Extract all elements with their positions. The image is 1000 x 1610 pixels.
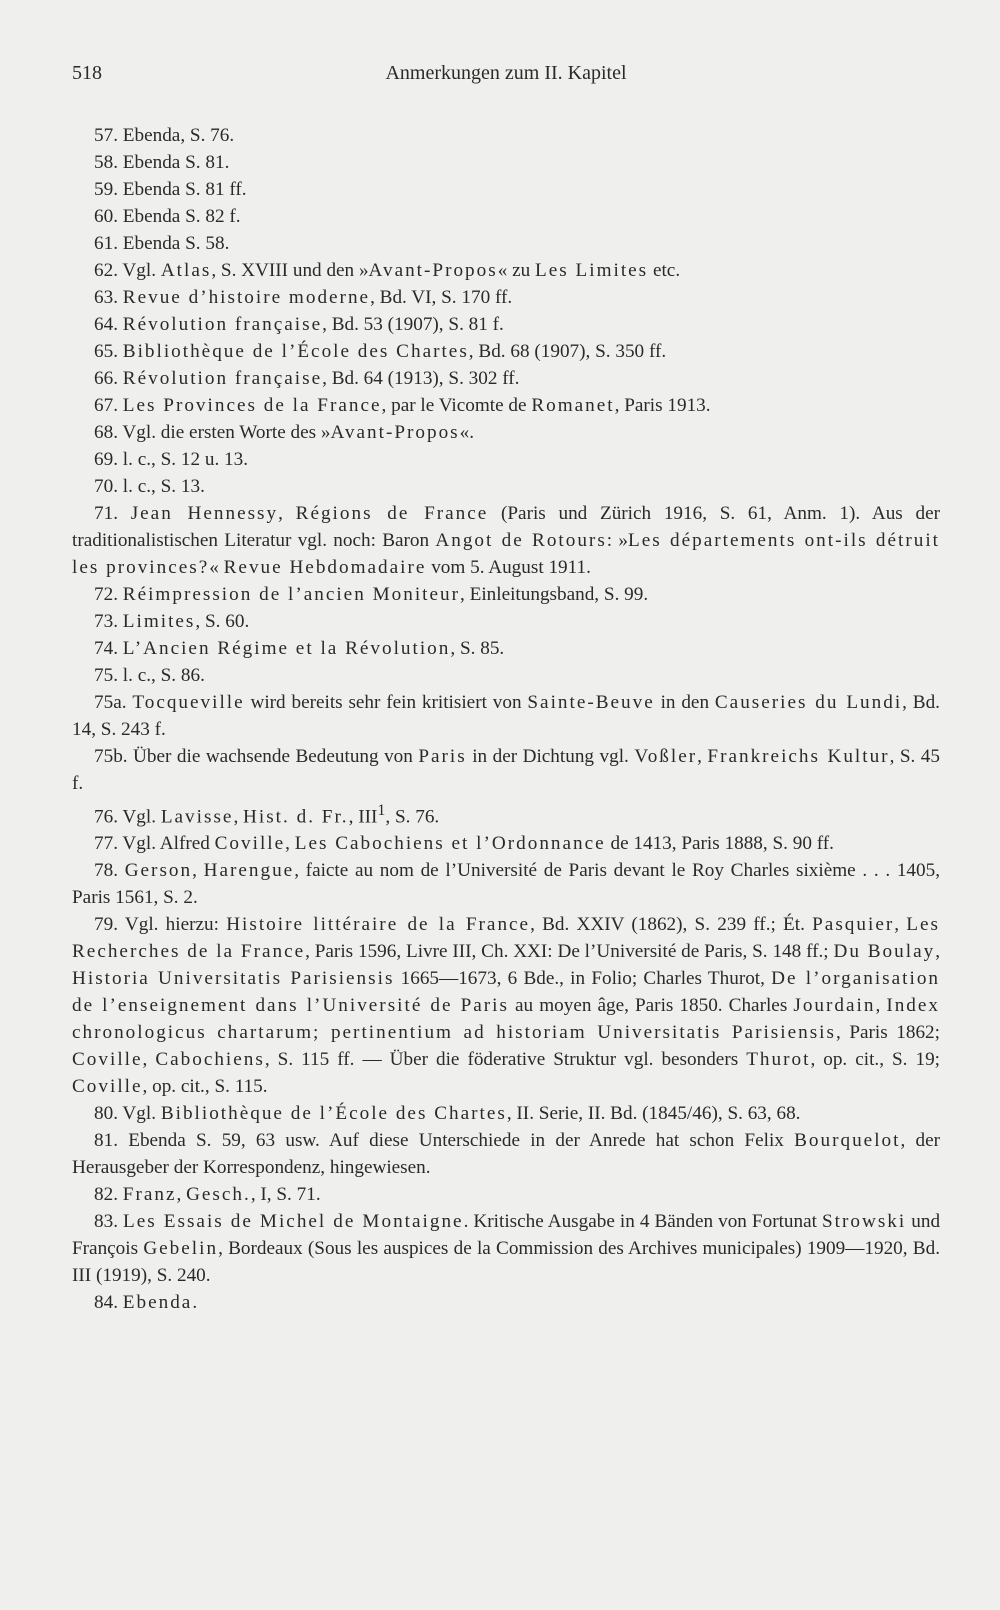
- note-text: ,: [278, 503, 296, 524]
- note-text: , op. cit., S. 115.: [142, 1076, 268, 1098]
- endnote: [72, 149, 940, 176]
- spaced-text: Pasquier: [812, 914, 895, 936]
- endnote: [72, 797, 940, 830]
- note-text: , Bd. 68 (1907), S. 350 ff.: [468, 341, 667, 362]
- endnote: [72, 203, 940, 230]
- spaced-text: Gesch.: [186, 1184, 251, 1206]
- note-text: 57. Ebenda, S. 76.: [94, 125, 235, 146]
- spaced-text: Les Limites: [535, 260, 649, 281]
- page-number: 518: [72, 62, 102, 84]
- note-text: 64.: [94, 314, 123, 335]
- note-text: , S. 76.: [385, 806, 440, 828]
- note-text: 58. Ebenda S. 81.: [94, 152, 230, 173]
- note-text: 79. Vgl. hierzu:: [94, 914, 227, 936]
- endnote: [72, 1181, 940, 1208]
- spaced-text: Jourdain: [793, 995, 876, 1017]
- note-text: , Paris 1596, Livre III, Ch. XXI: De l’Université de Paris, S. 148 ff.;: [305, 941, 834, 963]
- endnote: [72, 176, 940, 203]
- endnote: [72, 284, 940, 311]
- spaced-text: Harengue: [203, 860, 295, 882]
- spaced-text: Causeries du Lundi: [714, 692, 903, 713]
- note-text: ,: [935, 941, 940, 963]
- spaced-text: Paris: [418, 746, 467, 767]
- spaced-text: Lavisse: [160, 806, 234, 828]
- note-text: 71.: [94, 503, 131, 524]
- note-text: ,: [875, 995, 887, 1017]
- note-text: , S. 60.: [195, 611, 250, 632]
- note-text: , S. 85.: [450, 638, 505, 659]
- note-text: 82.: [94, 1184, 123, 1206]
- spaced-text: Du Boulay: [833, 941, 936, 963]
- note-text: ,: [894, 914, 907, 936]
- spaced-text: Régions de France: [295, 503, 489, 524]
- endnote: [72, 830, 940, 857]
- note-text: 70. l. c., S. 13.: [94, 476, 205, 497]
- note-text: ,: [176, 1184, 187, 1206]
- note-text: 60. Ebenda S. 82 f.: [94, 206, 241, 227]
- note-text: etc.: [648, 260, 681, 281]
- spaced-text: Les Provinces de la France: [122, 395, 382, 416]
- spaced-text: L’Ancien Régime et la Révolution: [122, 638, 451, 659]
- spaced-text: Atlas: [160, 260, 212, 281]
- spaced-text: Coville: [214, 833, 286, 855]
- spaced-text: Sainte-Beuve: [527, 692, 655, 713]
- endnote: [72, 446, 940, 473]
- note-text: , I, S. 71.: [250, 1184, 321, 1206]
- running-title: Anmerkungen zum II. Kapitel: [385, 62, 627, 84]
- note-text: ,: [285, 833, 295, 855]
- spaced-text: Bibliothèque de l’École des Chartes: [160, 1103, 507, 1125]
- endnote: [72, 857, 940, 911]
- note-text: in den: [654, 692, 715, 713]
- spaced-text: Limites: [122, 611, 196, 632]
- endnote: [72, 311, 940, 338]
- note-text: 83.: [94, 1211, 124, 1233]
- note-text: , Bd. VI, S. 170 ff.: [370, 287, 513, 308]
- spaced-text: Angot de Rotours: [435, 530, 607, 551]
- note-text: 77. Vgl. Alfred: [94, 833, 215, 855]
- spaced-text: Les Essais de Michel de Montaigne: [123, 1211, 464, 1233]
- endnote: [72, 581, 940, 608]
- note-text: ,: [697, 746, 708, 767]
- note-text: 84.: [94, 1292, 123, 1314]
- spaced-text: Bourquelot: [794, 1130, 901, 1152]
- note-text: vom 5. August 1911.: [426, 557, 591, 578]
- note-text: 62. Vgl.: [94, 260, 161, 281]
- note-text: 1: [377, 802, 386, 819]
- note-text: 69. l. c., S. 12 u. 13.: [94, 449, 249, 470]
- spaced-text: Histoire littéraire de la France: [226, 914, 531, 936]
- spaced-text: Romanet: [531, 395, 615, 416]
- note-text: , Bd. 53 (1907), S. 81 f.: [322, 314, 504, 335]
- spaced-text: Coville: [72, 1076, 143, 1098]
- note-text: , op. cit., S. 19;: [810, 1049, 941, 1071]
- note-text: , Bd. 14, S. 243 f.: [72, 692, 940, 740]
- note-text: .: [192, 1292, 198, 1314]
- endnote: [72, 743, 940, 797]
- note-text: 78.: [94, 860, 125, 882]
- spaced-text: Strowski: [821, 1211, 907, 1233]
- endnote: [72, 1289, 940, 1316]
- note-text: , Bd. XXIV (1862), S. 239 ff.; Ét.: [530, 914, 813, 936]
- endnote: [72, 230, 940, 257]
- note-text: , Paris 1862;: [835, 1022, 940, 1044]
- spaced-text: Revue d’histoire moderne: [122, 287, 371, 308]
- note-text: , Bd. 64 (1913), S. 302 ff.: [322, 368, 520, 389]
- endnote: [72, 419, 940, 446]
- note-text: ,: [142, 1049, 156, 1071]
- spaced-text: Avant-Propos: [330, 422, 460, 443]
- note-text: «: [209, 557, 224, 578]
- note-text: , der Herausgeber der Korrespondenz, hingewiesen.: [72, 1130, 940, 1179]
- note-text: 73.: [94, 611, 123, 632]
- note-text: 65.: [94, 341, 123, 362]
- note-text: 1665—1673, 6 Bde., in Folio; Charles Thurot,: [394, 968, 772, 990]
- spaced-text: Bibliothèque de l’École des Chartes: [122, 341, 469, 362]
- endnote: [72, 635, 940, 662]
- spaced-text: Franz: [122, 1184, 177, 1206]
- endnotes-list: [72, 122, 940, 1316]
- spaced-text: Les départements ont-ils détruit les provinces?: [72, 530, 940, 578]
- note-text: de 1413, Paris 1888, S. 90 ff.: [605, 833, 834, 855]
- note-text: 74.: [94, 638, 123, 659]
- note-text: 75b. Über die wachsende Bedeutung von: [94, 746, 419, 767]
- endnote: [72, 1208, 940, 1289]
- spaced-text: Gerson: [124, 860, 193, 882]
- note-text: 67.: [94, 395, 123, 416]
- spaced-text: Cabochiens: [155, 1049, 265, 1071]
- page-header: [72, 62, 940, 92]
- note-text: 72.: [94, 584, 123, 605]
- note-text: , S. 45 f.: [72, 746, 940, 794]
- note-text: 66.: [94, 368, 123, 389]
- spaced-text: Historia Universitatis Parisiensis: [72, 968, 395, 990]
- spaced-text: Les Recherches de la France: [72, 914, 940, 963]
- note-text: , S. XVIII und den »: [211, 260, 369, 281]
- endnote: [72, 1100, 940, 1127]
- endnote: [72, 662, 940, 689]
- note-text: 75a.: [94, 692, 133, 713]
- note-text: , II. Serie, II. Bd. (1845/46), S. 63, 68.: [506, 1103, 801, 1125]
- note-text: . Kritische Ausgabe in 4 Bänden von Fortunat: [463, 1211, 822, 1233]
- note-text: , Einleitungsband, S. 99.: [460, 584, 649, 605]
- endnote: [72, 338, 940, 365]
- endnote: [72, 911, 940, 1100]
- note-text: 59. Ebenda S. 81 ff.: [94, 179, 247, 200]
- endnote: [72, 1127, 940, 1181]
- note-text: , faicte au nom de l’Université de Paris devant le Roy Charles sixième . . . 1405, Paris 1561, S. 2.: [72, 860, 941, 909]
- note-text: ,: [233, 806, 244, 828]
- endnote: [72, 608, 940, 635]
- endnote: [72, 689, 940, 743]
- endnote: [72, 392, 940, 419]
- spaced-text: Révolution française: [122, 368, 323, 389]
- note-text: , Paris 1913.: [614, 395, 711, 416]
- note-text: , III: [348, 806, 378, 828]
- spaced-text: Hist. d. Fr.: [243, 806, 349, 828]
- note-text: ,: [192, 860, 204, 882]
- endnote: [72, 473, 940, 500]
- spaced-text: Réimpression de l’ancien Moniteur: [122, 584, 461, 605]
- note-text: 61. Ebenda S. 58.: [94, 233, 230, 254]
- note-text: : »: [606, 530, 629, 551]
- spaced-text: Les Cabochiens et l’Ordonnance: [294, 833, 606, 855]
- note-text: (Paris und Zürich 1916, S. 61, Anm. 1). Aus der traditionalistischen Literatur vgl. noch: Baron: [72, 503, 940, 551]
- spaced-text: De l’organisation de l’enseignement dans l’Université de Paris: [72, 968, 941, 1017]
- note-text: wird bereits sehr fein kritisiert von: [244, 692, 528, 713]
- note-text: « zu: [497, 260, 536, 281]
- note-text: «.: [459, 422, 475, 443]
- note-text: 76. Vgl.: [94, 806, 161, 828]
- note-text: 80. Vgl.: [94, 1103, 161, 1125]
- spaced-text: Voßler: [634, 746, 698, 767]
- note-text: 81. Ebenda S. 59, 63 usw. Auf diese Unterschiede in der Anrede hat schon Felix: [94, 1130, 795, 1152]
- endnote: [72, 500, 940, 581]
- spaced-text: Tocqueville: [132, 692, 245, 713]
- spaced-text: Revue Hebdomadaire: [223, 557, 427, 578]
- note-text: 75. l. c., S. 86.: [94, 665, 205, 686]
- note-text: und François: [72, 1211, 941, 1260]
- endnote: [72, 122, 940, 149]
- note-text: , Bordeaux (Sous les auspices de la Commission des Archives municipales) 1909—1920, Bd. III (1919), S. 240.: [72, 1238, 940, 1287]
- spaced-text: Jean Hennessy: [130, 503, 279, 524]
- note-text: 68. Vgl. die ersten Worte des »: [94, 422, 331, 443]
- endnote: [72, 257, 940, 284]
- note-text: au moyen âge, Paris 1850. Charles: [508, 995, 794, 1017]
- spaced-text: Ebenda: [122, 1292, 193, 1314]
- note-text: 63.: [94, 287, 123, 308]
- note-text: , S. 115 ff. — Über die föderative Struktur vgl. besonders: [264, 1049, 747, 1071]
- note-text: in der Dichtung vgl.: [466, 746, 635, 767]
- endnote: [72, 365, 940, 392]
- spaced-text: Index chronologicus chartarum; pertinentium ad historiam Universitatis Parisiensis: [72, 995, 941, 1044]
- spaced-text: Gebelin: [143, 1238, 219, 1260]
- note-text: , par le Vicomte de: [381, 395, 532, 416]
- spaced-text: Avant-Propos: [368, 260, 498, 281]
- spaced-text: Frankreichs Kultur: [707, 746, 890, 767]
- spaced-text: Thurot: [746, 1049, 811, 1071]
- spaced-text: Coville: [72, 1049, 143, 1071]
- spaced-text: Révolution française: [122, 314, 323, 335]
